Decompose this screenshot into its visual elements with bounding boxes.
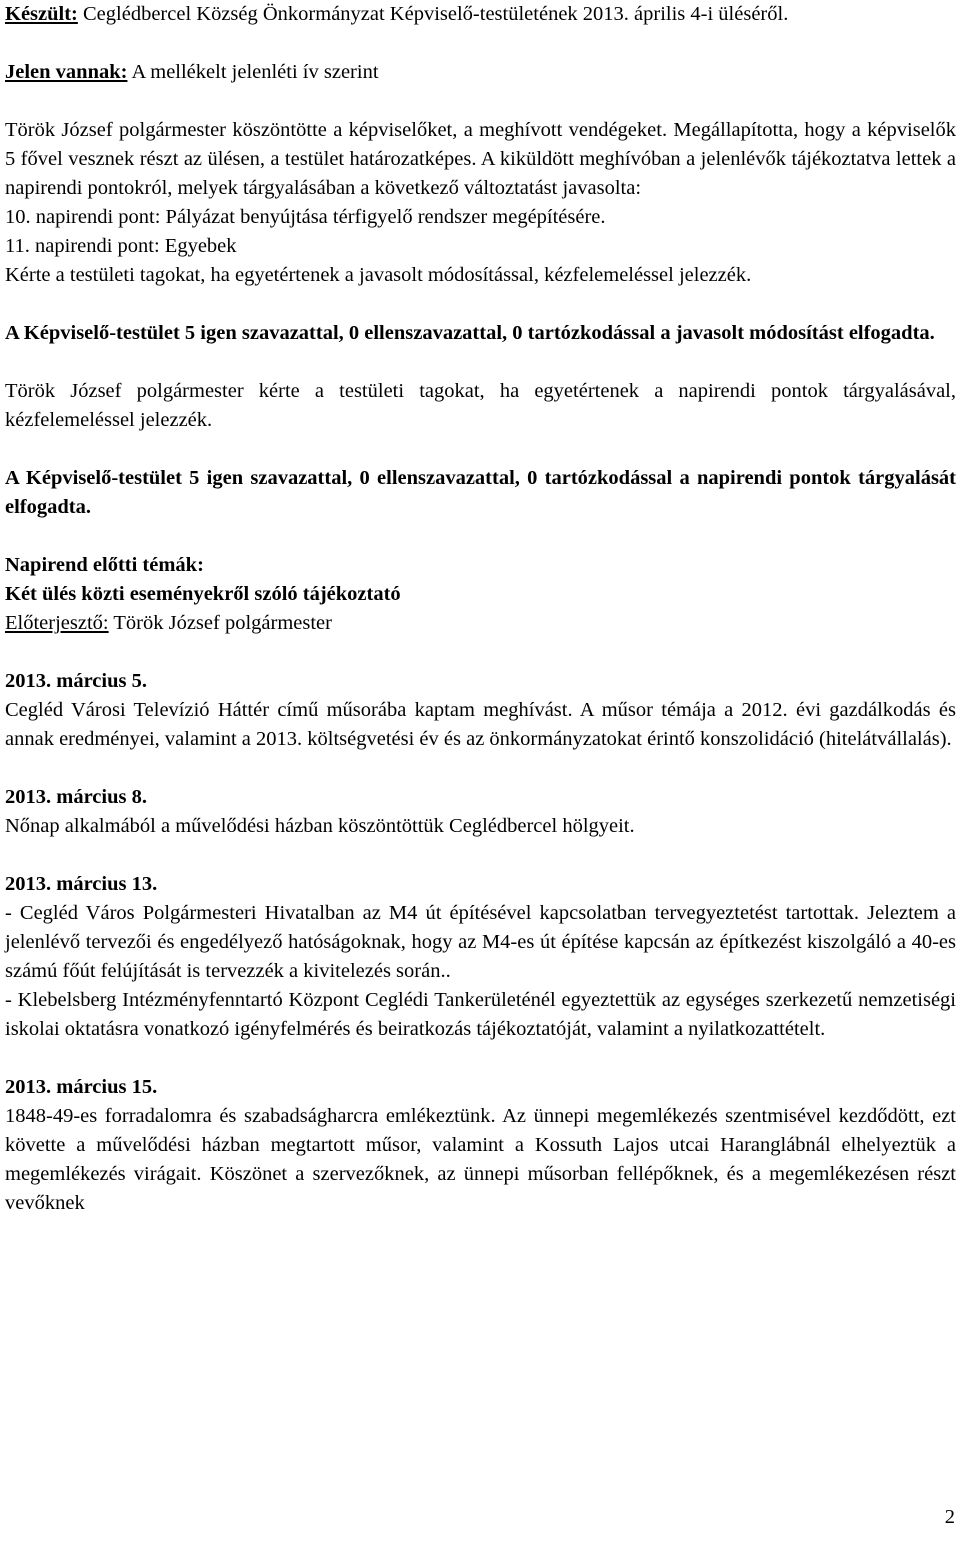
intro-paragraph: Török József polgármester köszöntötte a képviselőket, a meghívott vendégeket. Megállapította, hogy a képviselők 5 fővel vesznek részt az ülésen, a testület határozatképes. A kiküldött meghívóban a jelenlévők tájékoztatva lettek a napirendi pontokról, melyek tárgyalásában a következő változtatást javasolta:: [5, 119, 956, 199]
request-paragraph: Kérte a testületi tagokat, ha egyetértenek a javasolt módosítással, kézfelemeléssel jelezzék.: [5, 264, 752, 286]
event-block-4: [5, 1073, 956, 1218]
presenter-label: Előterjesztő:: [5, 612, 109, 634]
document-page: [5, 0, 956, 1218]
agenda-item-11: 11. napirendi pont: Egyebek: [5, 235, 237, 257]
request-paragraph-2: Török József polgármester kérte a testületi tagokat, ha egyetértenek a napirendi pontok tárgyalásával, kézfelemeléssel jelezzék.: [5, 380, 956, 431]
page-number: 2: [944, 1506, 955, 1528]
event-date: 2013. március 15.: [5, 1076, 158, 1098]
event-date: 2013. március 13.: [5, 873, 158, 895]
agenda-item-10: 10. napirendi pont: Pályázat benyújtása térfigyelő rendszer megépítésére.: [5, 206, 606, 228]
event-date: 2013. március 5.: [5, 670, 147, 692]
event-block-2: [5, 783, 956, 841]
presenter-line: [5, 609, 956, 638]
event-paragraph: 1848-49-es forradalomra és szabadságharcra emlékeztünk. Az ünnepi megemlékezés szentmisével kezdődött, ezt követte a művelődési házban megtartott műsor, valamint a Kossuth Lajos utcai Haranglábnál elhelyeztük a megemlékezés virágait. Köszönet a szervezőknek, az ünnepi műsorban fellépőknek, és a megemlékezésen részt vevőknek: [5, 1105, 956, 1214]
keszult-label: Készült:: [5, 3, 78, 25]
jelen-label: Jelen vannak:: [5, 61, 128, 83]
event-paragraph: - Klebelsberg Intézményfenntartó Központ Ceglédi Tankerületénél egyeztettük az egységes szerkezetű nemzetiségi iskolai oktatásra vonatkozó igényfelmérés és beiratkozás tájékoztatóját, valamint a nyilatkozattételt.: [5, 989, 956, 1040]
event-block-1: [5, 667, 956, 754]
keszult-text: Ceglédbercel Község Önkormányzat Képviselő-testületének 2013. április 4-i üléséről.: [83, 3, 789, 25]
jelen-line: [5, 58, 956, 87]
event-date: 2013. március 8.: [5, 786, 147, 808]
keszult-line: [5, 0, 956, 29]
presenter-name: Török József polgármester: [113, 612, 332, 634]
event-block-3: [5, 870, 956, 1044]
vote-result-2: A Képviselő-testület 5 igen szavazattal, 0 ellenszavazattal, 0 tartózkodással a napirendi pontok tárgyalását elfogadta.: [5, 467, 956, 518]
vote-result-1: A Képviselő-testület 5 igen szavazattal, 0 ellenszavazattal, 0 tartózkodással a javasolt módosítást elfogadta.: [5, 322, 935, 344]
jelen-text: A mellékelt jelenléti ív szerint: [131, 61, 379, 83]
agenda-subtitle: Két ülés közti eseményekről szóló tájékoztató: [5, 583, 401, 605]
event-paragraph: Nőnap alkalmából a művelődési házban köszöntöttük Ceglédbercel hölgyeit.: [5, 815, 635, 837]
event-paragraph: Cegléd Városi Televízió Háttér című műsorába kaptam meghívást. A műsor témája a 2012. évi gazdálkodás és annak eredményei, valamint a 2013. költségvetési év és az önkormányzatokat érintő konszolidáció (hitelátvállalás).: [5, 699, 956, 750]
event-paragraph: - Cegléd Város Polgármesteri Hivatalban az M4 út építésével kapcsolatban tervegyeztetést tartottak. Jeleztem a jelenlévő tervezői és engedélyező hatóságoknak, hogy az M4-es út építése kapcsán az építkezést kiszolgáló a 40-es számú főút felújítását is tervezzék a kivitelezés során..: [5, 902, 956, 982]
agenda-title: Napirend előtti témák:: [5, 554, 204, 576]
